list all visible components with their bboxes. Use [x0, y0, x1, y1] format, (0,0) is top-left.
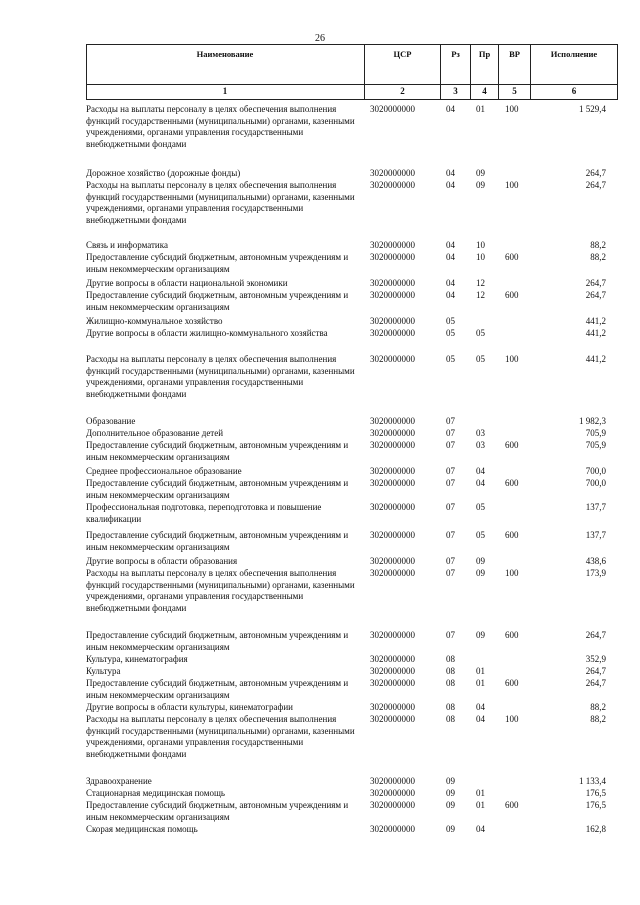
cell-amount: 264,7: [585, 278, 606, 288]
cell-rz: 07: [446, 466, 455, 476]
cell-csr: 3020000000: [370, 568, 415, 578]
col-border: [617, 44, 618, 100]
cell-amount: 88,2: [590, 252, 606, 262]
cell-amount: 1 982,3: [579, 416, 606, 426]
cell-amount: 176,5: [585, 788, 606, 798]
cell-amount: 264,7: [585, 290, 606, 300]
cell-name: Расходы на выплаты персоналу в целях обеспечения выполнения функций государственными (муниципальными) органами, казенными учреждениями, органами управления государственными внебюджетными фондами: [86, 714, 355, 759]
cell-csr: 3020000000: [370, 354, 415, 364]
cell-pr: 04: [476, 478, 485, 488]
cell-rz: 07: [446, 440, 455, 450]
cell-amount: 264,7: [585, 666, 606, 676]
cell-vr: 600: [505, 530, 519, 540]
cell-csr: 3020000000: [370, 478, 415, 488]
cell-name: Культура: [86, 666, 121, 676]
cell-name: Предоставление субсидий бюджетным, автономным учреждениям и иным некоммерческим организациям: [86, 440, 349, 462]
cell-csr: 3020000000: [370, 240, 415, 250]
cell-name: Предоставление субсидий бюджетным, автономным учреждениям и иным некоммерческим организациям: [86, 252, 349, 274]
cell-pr: 10: [476, 240, 485, 250]
cell-amount: 700,0: [585, 466, 606, 476]
cell-pr: 03: [476, 428, 485, 438]
cell-name: Предоставление субсидий бюджетным, автономным учреждениям и иным некоммерческим организациям: [86, 478, 349, 500]
cell-pr: 12: [476, 278, 485, 288]
cell-rz: 07: [446, 568, 455, 578]
cell-rz: 04: [446, 252, 455, 262]
cell-name: Предоставление субсидий бюджетным, автономным учреждениям и иным некоммерческим организациям: [86, 800, 349, 822]
cell-amount: 264,7: [585, 168, 606, 178]
cell-vr: 600: [505, 252, 519, 262]
cell-rz: 08: [446, 702, 455, 712]
cell-csr: 3020000000: [370, 824, 415, 834]
cell-csr: 3020000000: [370, 530, 415, 540]
cell-pr: 05: [476, 502, 485, 512]
cell-amount: 173,9: [585, 568, 606, 578]
cell-csr: 3020000000: [370, 714, 415, 724]
header-name: Наименование: [196, 49, 254, 59]
cell-rz: 08: [446, 654, 455, 664]
cell-csr: 3020000000: [370, 654, 415, 664]
cell-pr: 04: [476, 466, 485, 476]
cell-name: Здравоохранение: [86, 776, 152, 786]
column-number: 5: [512, 86, 517, 96]
cell-rz: 05: [446, 354, 455, 364]
cell-rz: 05: [446, 328, 455, 338]
cell-csr: 3020000000: [370, 666, 415, 676]
header-pr: Пр: [478, 49, 491, 59]
cell-amount: 88,2: [590, 702, 606, 712]
cell-rz: 04: [446, 104, 455, 114]
cell-pr: 01: [476, 666, 485, 676]
cell-vr: 100: [505, 180, 519, 190]
cell-vr: 600: [505, 478, 519, 488]
cell-vr: 100: [505, 568, 519, 578]
cell-amount: 137,7: [585, 530, 606, 540]
cell-amount: 88,2: [590, 714, 606, 724]
cell-name: Другие вопросы в области национальной экономики: [86, 278, 288, 288]
cell-rz: 04: [446, 240, 455, 250]
header-vr: ВР: [509, 49, 520, 59]
cell-rz: 08: [446, 666, 455, 676]
cell-rz: 07: [446, 556, 455, 566]
page-number: 26: [315, 33, 325, 44]
cell-rz: 07: [446, 530, 455, 540]
cell-rz: 08: [446, 678, 455, 688]
cell-rz: 07: [446, 630, 455, 640]
cell-amount: 441,2: [585, 328, 606, 338]
cell-name: Расходы на выплаты персоналу в целях обеспечения выполнения функций государственными (муниципальными) органами, казенными учреждениями, органами управления государственными внебюджетными фондами: [86, 354, 355, 399]
cell-rz: 09: [446, 800, 455, 810]
cell-csr: 3020000000: [370, 678, 415, 688]
cell-name: Культура, кинематография: [86, 654, 188, 664]
cell-csr: 3020000000: [370, 168, 415, 178]
cell-amount: 264,7: [585, 678, 606, 688]
cell-amount: 700,0: [585, 478, 606, 488]
cell-rz: 04: [446, 290, 455, 300]
cell-csr: 3020000000: [370, 180, 415, 190]
column-number: 6: [571, 86, 577, 96]
cell-name: Связь и информатика: [86, 240, 168, 250]
header-top-rule: [86, 44, 618, 45]
cell-vr: 600: [505, 678, 519, 688]
cell-name: Расходы на выплаты персоналу в целях обеспечения выполнения функций государственными (муниципальными) органами, казенными учреждениями, органами управления государственными внебюджетными фондами: [86, 180, 355, 225]
cell-csr: 3020000000: [370, 290, 415, 300]
cell-name: Профессиональная подготовка, переподготовка и повышение квалификации: [86, 502, 322, 524]
cell-pr: 01: [476, 104, 485, 114]
cell-name: Среднее профессиональное образование: [86, 466, 242, 476]
cell-name: Другие вопросы в области культуры, кинематографии: [86, 702, 293, 712]
cell-csr: 3020000000: [370, 278, 415, 288]
table-header: [86, 44, 618, 104]
cell-rz: 09: [446, 776, 455, 786]
cell-amount: 137,7: [585, 502, 606, 512]
cell-amount: 352,9: [585, 654, 606, 664]
cell-rz: 07: [446, 416, 455, 426]
cell-csr: 3020000000: [370, 316, 415, 326]
cell-name: Расходы на выплаты персоналу в целях обеспечения выполнения функций государственными (муниципальными) органами, казенными учреждениями, органами управления государственными внебюджетными фондами: [86, 568, 355, 613]
cell-rz: 09: [446, 788, 455, 798]
cell-pr: 12: [476, 290, 485, 300]
cell-amount: 1 529,4: [579, 104, 606, 114]
cell-name: Стационарная медицинская помощь: [86, 788, 225, 798]
cell-pr: 01: [476, 678, 485, 688]
header-csr: ЦСР: [393, 49, 412, 59]
cell-pr: 04: [476, 702, 485, 712]
cell-csr: 3020000000: [370, 502, 415, 512]
cell-amount: 705,9: [585, 428, 606, 438]
cell-pr: 09: [476, 556, 485, 566]
cell-csr: 3020000000: [370, 428, 415, 438]
cell-amount: 441,2: [585, 316, 606, 326]
cell-vr: 100: [505, 714, 519, 724]
cell-rz: 04: [446, 278, 455, 288]
cell-csr: 3020000000: [370, 416, 415, 426]
cell-pr: 05: [476, 530, 485, 540]
cell-pr: 05: [476, 354, 485, 364]
cell-amount: 162,8: [585, 824, 606, 834]
cell-amount: 705,9: [585, 440, 606, 450]
cell-amount: 264,7: [585, 180, 606, 190]
cell-csr: 3020000000: [370, 630, 415, 640]
cell-csr: 3020000000: [370, 556, 415, 566]
cell-pr: 09: [476, 168, 485, 178]
cell-pr: 03: [476, 440, 485, 450]
cell-csr: 3020000000: [370, 788, 415, 798]
cell-amount: 88,2: [590, 240, 606, 250]
cell-csr: 3020000000: [370, 328, 415, 338]
cell-name: Предоставление субсидий бюджетным, автономным учреждениям и иным некоммерческим организациям: [86, 530, 349, 552]
cell-vr: 100: [505, 354, 519, 364]
cell-amount: 264,7: [585, 630, 606, 640]
cell-pr: 09: [476, 568, 485, 578]
cell-name: Дополнительное образование детей: [86, 428, 224, 438]
header-rz: Рз: [451, 49, 460, 59]
cell-amount: 176,5: [585, 800, 606, 810]
header-bottom-rule: [86, 99, 618, 100]
header-amount: Исполнение: [550, 49, 598, 59]
cell-pr: 04: [476, 714, 485, 724]
cell-csr: 3020000000: [370, 776, 415, 786]
cell-vr: 600: [505, 290, 519, 300]
cell-rz: 07: [446, 478, 455, 488]
cell-pr: 05: [476, 328, 485, 338]
cell-vr: 600: [505, 630, 519, 640]
cell-name: Предоставление субсидий бюджетным, автономным учреждениям и иным некоммерческим организациям: [86, 290, 349, 312]
cell-pr: 01: [476, 800, 485, 810]
cell-name: Предоставление субсидий бюджетным, автономным учреждениям и иным некоммерческим организациям: [86, 678, 349, 700]
cell-csr: 3020000000: [370, 800, 415, 810]
column-number: 3: [453, 86, 458, 96]
cell-rz: 07: [446, 428, 455, 438]
column-number: 4: [482, 86, 487, 96]
cell-pr: 01: [476, 788, 485, 798]
cell-rz: 09: [446, 824, 455, 834]
cell-rz: 08: [446, 714, 455, 724]
cell-csr: 3020000000: [370, 104, 415, 114]
cell-name: Дорожное хозяйство (дорожные фонды): [86, 168, 241, 178]
cell-vr: 600: [505, 440, 519, 450]
cell-amount: 441,2: [585, 354, 606, 364]
cell-name: Другие вопросы в области образования: [86, 556, 238, 566]
cell-name: Другие вопросы в области жилищно-коммунального хозяйства: [86, 328, 328, 338]
cell-name: Жилищно-коммунальное хозяйство: [86, 316, 223, 326]
cell-csr: 3020000000: [370, 466, 415, 476]
cell-pr: 04: [476, 824, 485, 834]
cell-rz: 04: [446, 180, 455, 190]
cell-name: Предоставление субсидий бюджетным, автономным учреждениям и иным некоммерческим организациям: [86, 630, 349, 652]
cell-amount: 1 133,4: [579, 776, 606, 786]
column-number: 2: [400, 86, 405, 96]
header-mid-rule: [86, 84, 618, 85]
cell-name: Скорая медицинская помощь: [86, 824, 198, 834]
cell-vr: 100: [505, 104, 519, 114]
cell-name: Расходы на выплаты персоналу в целях обеспечения выполнения функций государственными (муниципальными) органами, казенными учреждениями, органами управления государственными внебюджетными фондами: [86, 104, 355, 149]
cell-name: Образование: [86, 416, 136, 426]
column-number: 1: [222, 86, 228, 96]
cell-pr: 09: [476, 630, 485, 640]
cell-csr: 3020000000: [370, 252, 415, 262]
cell-rz: 07: [446, 502, 455, 512]
cell-pr: 10: [476, 252, 485, 262]
cell-amount: 438,6: [585, 556, 606, 566]
cell-rz: 05: [446, 316, 455, 326]
cell-csr: 3020000000: [370, 440, 415, 450]
cell-pr: 09: [476, 180, 485, 190]
cell-vr: 600: [505, 800, 519, 810]
cell-rz: 04: [446, 168, 455, 178]
cell-csr: 3020000000: [370, 702, 415, 712]
